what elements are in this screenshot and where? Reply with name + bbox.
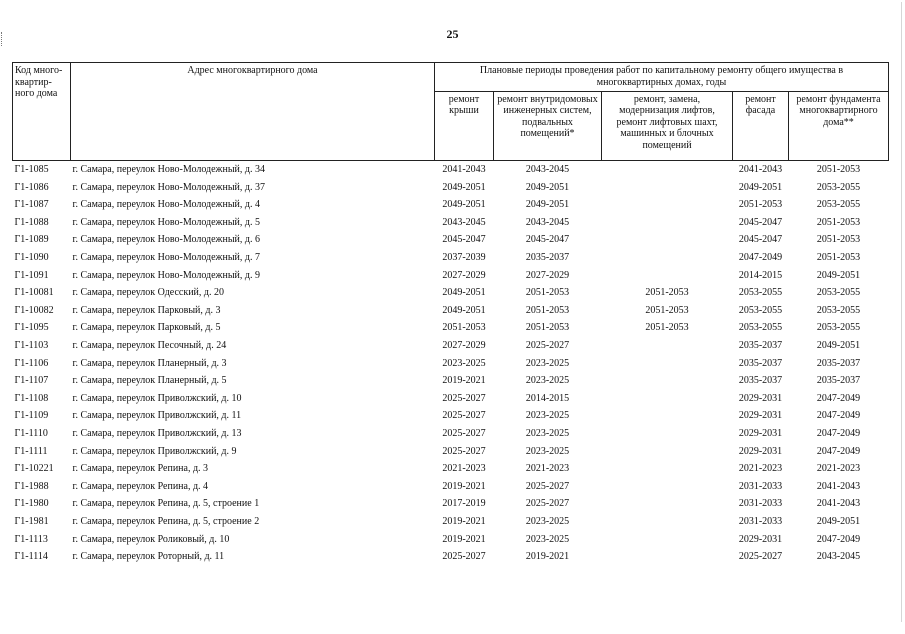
cell-engineering: 2051-2053 xyxy=(525,322,570,334)
cell-code: Г1-1106 xyxy=(14,357,49,369)
cell-foundation: 2021-2023 xyxy=(816,463,861,475)
cell-roof: 2025-2027 xyxy=(442,551,486,563)
cell-engineering: 2049-2051 xyxy=(525,199,570,211)
table-row xyxy=(13,355,889,373)
cell-code: Г1-1089 xyxy=(14,234,49,246)
cell-roof: 2017-2019 xyxy=(442,498,486,510)
cell-facade: 2029-2031 xyxy=(738,427,783,439)
table-row xyxy=(13,214,889,232)
cell-facade: 2031-2033 xyxy=(738,515,783,527)
cell-address: г. Самара, переулок Приволжский, д. 9 xyxy=(72,445,237,457)
cell-foundation: 2051-2053 xyxy=(816,252,861,264)
cell-foundation: 2051-2053 xyxy=(816,164,861,176)
cell-address: г. Самара, переулок Ново-Молодежный, д. 5 xyxy=(72,216,260,228)
cell-foundation: 2043-2045 xyxy=(816,551,861,563)
cell-facade: 2021-2023 xyxy=(738,463,783,475)
cell-address: г. Самара, переулок Роторный, д. 11 xyxy=(72,551,225,563)
cell-foundation: 2053-2055 xyxy=(816,199,861,211)
table-header xyxy=(13,63,889,161)
cell-facade: 2035-2037 xyxy=(738,339,783,351)
cell-facade: 2045-2047 xyxy=(738,216,783,228)
table-row xyxy=(13,530,889,548)
cell-engineering: 2019-2021 xyxy=(525,551,570,563)
cell-code: Г1-1087 xyxy=(14,199,49,211)
cell-code: Г1-1095 xyxy=(14,322,49,334)
cell-facade: 2031-2033 xyxy=(738,498,783,510)
cell-roof: 2049-2051 xyxy=(442,181,486,193)
cell-lifts xyxy=(602,460,733,478)
cell-foundation: 2053-2055 xyxy=(816,181,861,193)
cell-address: г. Самара, переулок Планерный, д. 5 xyxy=(72,375,227,387)
cell-lifts xyxy=(602,249,733,267)
header-address: Адрес многоквартирного дома xyxy=(71,63,435,161)
header-engineering: ремонт внутридомовых инженерных систем, подвальных помещений* xyxy=(494,91,602,160)
cell-engineering: 2014-2015 xyxy=(525,392,570,404)
cell-address: г. Самара, переулок Парковый, д. 3 xyxy=(72,304,221,316)
cell-address: г. Самара, переулок Ново-Молодежный, д. 37 xyxy=(72,181,265,193)
table-row xyxy=(13,460,889,478)
cell-code: Г1-1980 xyxy=(14,498,49,510)
cell-address: г. Самара, переулок Ново-Молодежный, д. 7 xyxy=(72,252,260,264)
cell-facade: 2029-2031 xyxy=(738,392,783,404)
cell-address: г. Самара, переулок Репина, д. 3 xyxy=(72,463,209,475)
cell-facade: 2053-2055 xyxy=(738,322,783,334)
cell-facade: 2031-2033 xyxy=(738,480,783,492)
cell-roof: 2025-2027 xyxy=(442,410,486,422)
cell-code: Г1-1091 xyxy=(14,269,49,281)
header-facade: ремонт фасада xyxy=(733,91,789,160)
cell-foundation: 2049-2051 xyxy=(816,515,861,527)
cell-code: Г1-1107 xyxy=(14,375,49,387)
cell-code: Г1-1108 xyxy=(14,392,49,404)
cell-address: г. Самара, переулок Планерный, д. 3 xyxy=(72,357,227,369)
cell-lifts xyxy=(602,372,733,390)
capital-repair-schedule-table xyxy=(12,62,889,566)
cell-foundation: 2051-2053 xyxy=(816,216,861,228)
header-code: Код много-квартир-ного дома xyxy=(13,63,71,161)
cell-facade: 2029-2031 xyxy=(738,533,783,545)
cell-roof: 2049-2051 xyxy=(442,287,486,299)
cell-address: г. Самара, переулок Роликовый, д. 10 xyxy=(72,533,230,545)
table-row xyxy=(13,425,889,443)
cell-roof: 2019-2021 xyxy=(442,515,486,527)
table-row xyxy=(13,196,889,214)
cell-foundation: 2047-2049 xyxy=(816,427,861,439)
page-edge xyxy=(901,2,902,622)
cell-engineering: 2025-2027 xyxy=(525,498,570,510)
cell-foundation: 2047-2049 xyxy=(816,533,861,545)
table-row xyxy=(13,302,889,320)
cell-code: Г1-10221 xyxy=(14,463,54,475)
cell-facade: 2014-2015 xyxy=(738,269,783,281)
cell-foundation: 2053-2055 xyxy=(816,322,861,334)
cell-facade: 2029-2031 xyxy=(738,410,783,422)
cell-lifts xyxy=(602,513,733,531)
cell-lifts xyxy=(602,267,733,285)
cell-roof: 2025-2027 xyxy=(442,392,486,404)
cell-roof: 2027-2029 xyxy=(442,339,486,351)
cell-roof: 2021-2023 xyxy=(442,463,486,475)
cell-engineering: 2023-2025 xyxy=(525,410,570,422)
cell-engineering: 2023-2025 xyxy=(525,533,570,545)
cell-engineering: 2023-2025 xyxy=(525,427,570,439)
cell-address: г. Самара, переулок Репина, д. 5, строение 1 xyxy=(72,498,260,510)
cell-code: Г1-10081 xyxy=(14,287,54,299)
cell-lifts xyxy=(602,548,733,566)
table-row xyxy=(13,249,889,267)
cell-code: Г1-1109 xyxy=(14,410,49,422)
cell-code: Г1-1113 xyxy=(14,533,48,545)
cell-roof: 2043-2045 xyxy=(442,216,486,228)
table-row xyxy=(13,548,889,566)
cell-facade: 2041-2043 xyxy=(738,164,783,176)
cell-engineering: 2043-2045 xyxy=(525,164,570,176)
cell-lifts xyxy=(602,355,733,373)
cell-foundation: 2049-2051 xyxy=(816,269,861,281)
cell-roof: 2025-2027 xyxy=(442,445,486,457)
cell-facade: 2035-2037 xyxy=(738,357,783,369)
cell-lifts xyxy=(602,337,733,355)
cell-foundation: 2035-2037 xyxy=(816,357,861,369)
cell-facade: 2049-2051 xyxy=(738,181,783,193)
cell-lifts xyxy=(602,407,733,425)
cell-lifts xyxy=(602,390,733,408)
table-row xyxy=(13,161,889,179)
cell-code: Г1-1111 xyxy=(14,445,48,457)
cell-code: Г1-1088 xyxy=(14,216,49,228)
cell-lifts xyxy=(602,196,733,214)
cell-lifts xyxy=(602,530,733,548)
cell-foundation: 2049-2051 xyxy=(816,339,861,351)
header-lifts: ремонт, замена, модернизация лифтов, ремонт лифтовых шахт, машинных и блочных помещений xyxy=(602,91,733,160)
cell-roof: 2051-2053 xyxy=(442,322,486,334)
cell-code: Г1-1114 xyxy=(14,551,48,563)
table-row xyxy=(13,372,889,390)
cell-lifts xyxy=(602,425,733,443)
cell-foundation: 2041-2043 xyxy=(816,498,861,510)
header-foundation: ремонт фундамента многоквартирного дома** xyxy=(789,91,889,160)
cell-engineering: 2023-2025 xyxy=(525,515,570,527)
header-roof: ремонт крыши xyxy=(435,91,494,160)
cell-address: г. Самара, переулок Ново-Молодежный, д. 34 xyxy=(72,164,265,176)
table-row xyxy=(13,407,889,425)
table-row xyxy=(13,337,889,355)
cell-facade: 2025-2027 xyxy=(738,551,783,563)
cell-code: Г1-1103 xyxy=(14,339,49,351)
cell-roof: 2027-2029 xyxy=(442,269,486,281)
cell-lifts: 2051-2053 xyxy=(645,287,689,299)
cell-lifts xyxy=(602,214,733,232)
cell-code: Г1-1110 xyxy=(14,427,48,439)
cell-lifts: 2051-2053 xyxy=(645,322,689,334)
cell-facade: 2053-2055 xyxy=(738,304,783,316)
cell-engineering: 2023-2025 xyxy=(525,357,570,369)
cell-roof: 2019-2021 xyxy=(442,480,486,492)
cell-lifts xyxy=(602,231,733,249)
cell-roof: 2049-2051 xyxy=(442,304,486,316)
cell-facade: 2029-2031 xyxy=(738,445,783,457)
cell-lifts xyxy=(602,161,733,179)
cell-code: Г1-1981 xyxy=(14,515,49,527)
cell-address: г. Самара, переулок Ново-Молодежный, д. 4 xyxy=(72,199,260,211)
table-body xyxy=(13,161,889,566)
cell-roof: 2041-2043 xyxy=(442,164,486,176)
cell-code: Г1-1988 xyxy=(14,480,49,492)
cell-roof: 2045-2047 xyxy=(442,234,486,246)
table-row xyxy=(13,478,889,496)
cell-foundation: 2051-2053 xyxy=(816,234,861,246)
cell-address: г. Самара, переулок Ново-Молодежный, д. 6 xyxy=(72,234,260,246)
cell-code: Г1-10082 xyxy=(14,304,54,316)
cell-engineering: 2035-2037 xyxy=(525,252,570,264)
cell-lifts: 2051-2053 xyxy=(645,304,689,316)
table-row xyxy=(13,513,889,531)
cell-engineering: 2027-2029 xyxy=(525,269,570,281)
cell-address: г. Самара, переулок Приволжский, д. 13 xyxy=(72,427,242,439)
cell-engineering: 2023-2025 xyxy=(525,445,570,457)
cell-code: Г1-1086 xyxy=(14,181,49,193)
cell-foundation: 2053-2055 xyxy=(816,287,861,299)
cell-engineering: 2025-2027 xyxy=(525,480,570,492)
cell-roof: 2049-2051 xyxy=(442,199,486,211)
cell-engineering: 2025-2027 xyxy=(525,339,570,351)
cell-roof: 2019-2021 xyxy=(442,533,486,545)
cell-facade: 2051-2053 xyxy=(738,199,783,211)
cell-address: г. Самара, переулок Ново-Молодежный, д. 9 xyxy=(72,269,260,281)
cell-lifts xyxy=(602,478,733,496)
cell-roof: 2037-2039 xyxy=(442,252,486,264)
cell-facade: 2045-2047 xyxy=(738,234,783,246)
cell-engineering: 2023-2025 xyxy=(525,375,570,387)
cell-foundation: 2047-2049 xyxy=(816,410,861,422)
table-row xyxy=(13,284,889,302)
table-row xyxy=(13,231,889,249)
cell-roof: 2025-2027 xyxy=(442,427,486,439)
cell-foundation: 2041-2043 xyxy=(816,480,861,492)
cell-engineering: 2021-2023 xyxy=(525,463,570,475)
cell-roof: 2023-2025 xyxy=(442,357,486,369)
cell-roof: 2019-2021 xyxy=(442,375,486,387)
cell-engineering: 2043-2045 xyxy=(525,216,570,228)
cell-address: г. Самара, переулок Приволжский, д. 11 xyxy=(72,410,242,422)
cell-foundation: 2035-2037 xyxy=(816,375,861,387)
table-row xyxy=(13,390,889,408)
cell-lifts xyxy=(602,179,733,197)
cell-address: г. Самара, переулок Песочный, д. 24 xyxy=(72,339,227,351)
cell-address: г. Самара, переулок Парковый, д. 5 xyxy=(72,322,221,334)
table-row xyxy=(13,267,889,285)
cell-address: г. Самара, переулок Репина, д. 5, строение 2 xyxy=(72,515,260,527)
cell-engineering: 2051-2053 xyxy=(525,304,570,316)
cell-foundation: 2053-2055 xyxy=(816,304,861,316)
cell-foundation: 2047-2049 xyxy=(816,445,861,457)
cell-foundation: 2047-2049 xyxy=(816,392,861,404)
cell-address: г. Самара, переулок Репина, д. 4 xyxy=(72,480,209,492)
cell-engineering: 2045-2047 xyxy=(525,234,570,246)
cell-code: Г1-1090 xyxy=(14,252,49,264)
cell-code: Г1-1085 xyxy=(14,164,49,176)
table-row xyxy=(13,179,889,197)
cell-facade: 2047-2049 xyxy=(738,252,783,264)
cell-facade: 2035-2037 xyxy=(738,375,783,387)
cell-engineering: 2049-2051 xyxy=(525,181,570,193)
table-row xyxy=(13,495,889,513)
cell-lifts xyxy=(602,443,733,461)
cell-address: г. Самара, переулок Приволжский, д. 10 xyxy=(72,392,242,404)
table-row xyxy=(13,319,889,337)
cell-engineering: 2051-2053 xyxy=(525,287,570,299)
cell-lifts xyxy=(602,495,733,513)
table-row xyxy=(13,443,889,461)
cell-address: г. Самара, переулок Одесский, д. 20 xyxy=(72,287,224,299)
page-number: 25 xyxy=(446,27,459,41)
cell-facade: 2053-2055 xyxy=(738,287,783,299)
header-periods: Плановые периоды проведения работ по капитальному ремонту общего имущества в многоквартирных домах, годы xyxy=(435,63,889,92)
